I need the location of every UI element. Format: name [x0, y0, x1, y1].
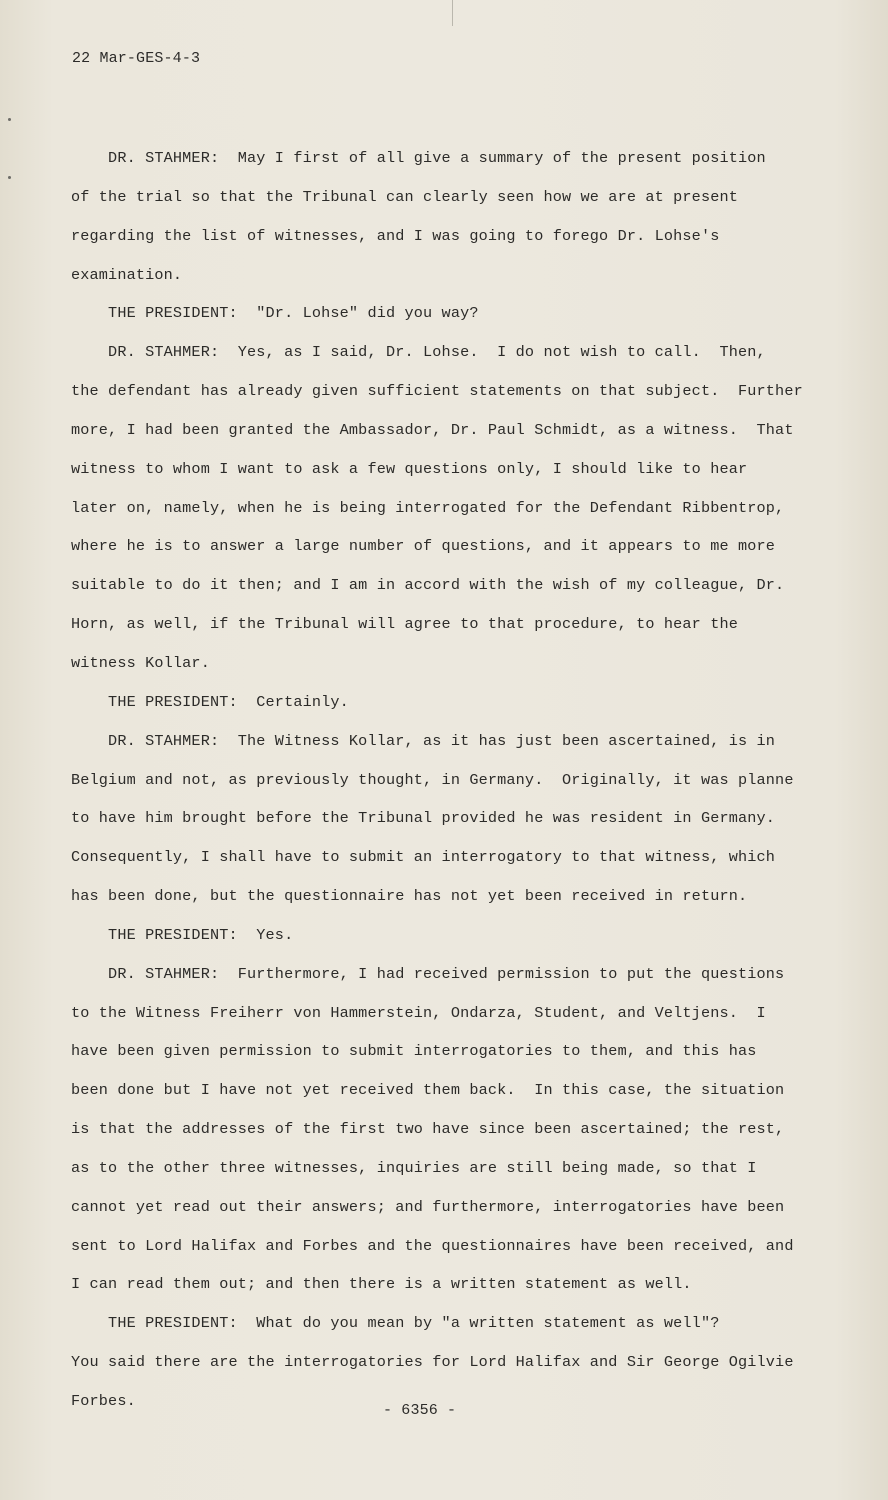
transcript-line: suitable to do it then; and I am in accord with the wish of my colleague, Dr. [71, 576, 785, 595]
transcript-line: I can read them out; and then there is a written statement as well. [71, 1275, 692, 1294]
fold-mark [452, 0, 453, 26]
transcript-body [71, 145, 851, 1427]
transcript-line: THE PRESIDENT: "Dr. Lohse" did you way? [71, 304, 479, 323]
transcript-line: has been done, but the questionnaire has not yet been received in return. [71, 887, 748, 906]
punch-dot [8, 118, 11, 121]
transcript-line: more, I had been granted the Ambassador, Dr. Paul Schmidt, as a witness. That [71, 420, 794, 439]
transcript-line: examination. [71, 265, 183, 284]
punch-dot [8, 176, 11, 179]
transcript-line: regarding the list of witnesses, and I was going to forego Dr. Lohse's [71, 226, 720, 245]
transcript-line: is that the addresses of the first two have since been ascertained; the rest, [71, 1120, 785, 1139]
transcript-line: Horn, as well, if the Tribunal will agree to that procedure, to hear the [71, 615, 739, 634]
transcript-line: sent to Lord Halifax and Forbes and the questionnaires have been received, and [71, 1236, 794, 1255]
transcript-line: You said there are the interrogatories for Lord Halifax and Sir George Ogilvie [71, 1353, 794, 1372]
transcript-line: THE PRESIDENT: What do you mean by "a written statement as well"? [71, 1314, 720, 1333]
transcript-line: witness Kollar. [71, 653, 210, 672]
transcript-line: the defendant has already given sufficient statements on that subject. Further [71, 382, 803, 401]
transcript-line: as to the other three witnesses, inquiries are still being made, so that I [71, 1158, 757, 1177]
transcript-line: Belgium and not, as previously thought, in Germany. Originally, it was planne [71, 770, 794, 789]
transcript-line: to the Witness Freiherr von Hammerstein, Ondarza, Student, and Veltjens. I [71, 1003, 766, 1022]
transcript-line: have been given permission to submit interrogatories to them, and this has [71, 1042, 757, 1061]
transcript-line: later on, namely, when he is being interrogated for the Defendant Ribbentrop, [71, 498, 785, 517]
transcript-line: Forbes. [71, 1392, 136, 1410]
transcript-line: DR. STAHMER: The Witness Kollar, as it has just been ascertained, is in [71, 731, 776, 750]
transcript-line: Consequently, I shall have to submit an interrogatory to that witness, which [71, 848, 776, 867]
transcript-line: to have him brought before the Tribunal provided he was resident in Germany. [71, 809, 776, 828]
transcript-line: witness to whom I want to ask a few questions only, I should like to hear [71, 459, 748, 478]
transcript-line: DR. STAHMER: May I first of all give a summary of the present position [71, 149, 766, 167]
transcript-line: cannot yet read out their answers; and furthermore, interrogatories have been [71, 1197, 785, 1216]
transcript-line: THE PRESIDENT: Yes. [71, 925, 294, 944]
page-number: - 6356 - [383, 1402, 457, 1419]
transcript-line: DR. STAHMER: Yes, as I said, Dr. Lohse. I do not wish to call. Then, [71, 343, 766, 362]
transcript-line: where he is to answer a large number of questions, and it appears to me more [71, 537, 776, 556]
transcript-line: DR. STAHMER: Furthermore, I had received permission to put the questions [71, 964, 785, 983]
document-header-code: 22 Mar-GES-4-3 [72, 50, 201, 67]
transcript-line: been done but I have not yet received them back. In this case, the situation [71, 1081, 785, 1100]
transcript-line: of the trial so that the Tribunal can clearly seen how we are at present [71, 187, 739, 206]
transcript-line: THE PRESIDENT: Certainly. [71, 692, 349, 711]
